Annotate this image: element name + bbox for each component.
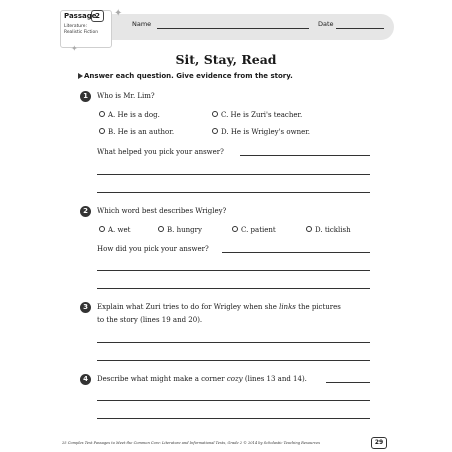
instructions: Answer each question. Give evidence from the story. <box>84 72 293 80</box>
question-number-4: 4 <box>80 374 91 385</box>
answer-line[interactable] <box>97 270 370 271</box>
question-number-1: 1 <box>80 91 91 102</box>
question-2-followup: How did you pick your answer? <box>97 245 209 253</box>
q1-option-c[interactable]: C. He is Zuri's teacher. <box>212 111 302 119</box>
q2-option-a[interactable]: A. wet <box>99 226 130 234</box>
question-1-text: Who is Mr. Lim? <box>97 92 155 100</box>
passage-label: Passage <box>64 12 97 20</box>
answer-line[interactable] <box>326 382 370 383</box>
radio-circle-icon <box>212 111 218 117</box>
q1-option-b[interactable]: B. He is an author. <box>99 128 174 136</box>
q2-option-d[interactable]: D. ticklish <box>306 226 351 234</box>
question-2-text: Which word best describes Wrigley? <box>97 207 227 215</box>
footer-credit: 25 Complex Text Passages to Meet the Common Core: Literature and Informational Texts, Grade 2 © 2014 by Scholastic Teaching Resources <box>62 441 321 445</box>
star-icon: ✦ <box>71 44 78 53</box>
radio-circle-icon <box>99 226 105 232</box>
q1-option-a[interactable]: A. He is a dog. <box>99 111 160 119</box>
genre-line-1: Literature: <box>64 24 87 29</box>
q1-option-d[interactable]: D. He is Wrigley's owner. <box>212 128 310 136</box>
radio-circle-icon <box>158 226 164 232</box>
question-3-text-line-2: to the story (lines 19 and 20). <box>97 316 203 324</box>
answer-line[interactable] <box>97 400 370 401</box>
answer-line[interactable] <box>97 360 370 361</box>
name-label: Name <box>132 20 152 28</box>
q2-option-c[interactable]: C. patient <box>232 226 276 234</box>
question-4-text: Describe what might make a corner cozy (lines 13 and 14). <box>97 375 307 383</box>
page-title: Sit, Stay, Read <box>175 52 277 67</box>
genre-label <box>64 24 98 36</box>
answer-line[interactable] <box>97 418 370 419</box>
genre-line-2: Realistic Fiction <box>64 30 98 35</box>
question-number-2: 2 <box>80 206 91 217</box>
answer-line[interactable] <box>240 155 370 156</box>
name-field[interactable] <box>157 28 309 29</box>
passage-number: 2 <box>91 10 104 22</box>
date-field[interactable] <box>336 28 384 29</box>
answer-line[interactable] <box>222 252 370 253</box>
radio-circle-icon <box>306 226 312 232</box>
radio-circle-icon <box>99 128 105 134</box>
radio-circle-icon <box>212 128 218 134</box>
answer-line[interactable] <box>97 192 370 193</box>
question-number-3: 3 <box>80 302 91 313</box>
radio-circle-icon <box>232 226 238 232</box>
answer-line[interactable] <box>97 342 370 343</box>
page-number: 29 <box>371 437 387 449</box>
date-label: Date <box>318 20 334 28</box>
star-icon: ✦ <box>114 8 123 19</box>
question-1-followup: What helped you pick your answer? <box>97 148 224 156</box>
answer-line[interactable] <box>97 174 370 175</box>
q2-option-b[interactable]: B. hungry <box>158 226 202 234</box>
question-3-text-line-1: Explain what Zuri tries to do for Wrigley when she links the pictures <box>97 303 341 311</box>
radio-circle-icon <box>99 111 105 117</box>
answer-line[interactable] <box>97 288 370 289</box>
arrow-icon <box>78 73 83 79</box>
